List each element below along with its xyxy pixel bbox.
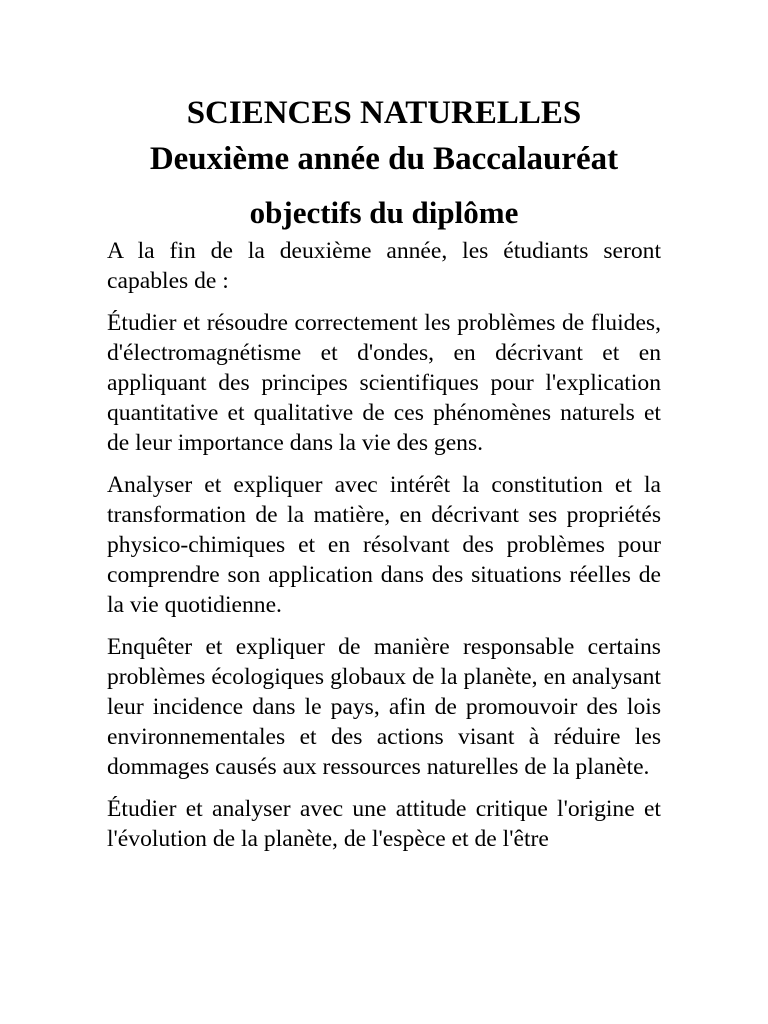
document-subtitle: Deuxième année du Baccalauréat: [149, 141, 619, 177]
intro-paragraph: A la fin de la deuxième année, les étudiants seront capables de :: [107, 238, 661, 294]
section-heading: objectifs du diplôme: [249, 195, 519, 230]
objective-paragraph: Étudier et résoudre correctement les problèmes de fluides, d'électromagnétisme et d'ondes, en décrivant et en appliquant des principes scientifiques pour l'explication quantitative et qualitative de ces phénomènes naturels et de leur importance dans la vie des gens.: [107, 310, 661, 456]
document-page: [107, 90, 661, 854]
objective-paragraph: Étudier et analyser avec une attitude critique l'origine et l'évolution de la planète, de l'espèce et de l'être: [107, 796, 661, 852]
objective-paragraph: Analyser et expliquer avec intérêt la constitution et la transformation de la matière, en décrivant ses propriétés physico-chimiques et en résolvant des problèmes pour comprendre son application dans des situations réelles de la vie quotidienne.: [107, 472, 661, 618]
objective-paragraph: Enquêter et expliquer de manière responsable certains problèmes écologiques globaux de la planète, en analysant leur incidence dans le pays, afin de promouvoir des lois environnementales et des actions visant à réduire les dommages causés aux ressources naturelles de la planète.: [107, 634, 661, 780]
document-title: SCIENCES NATURELLES: [186, 95, 582, 131]
